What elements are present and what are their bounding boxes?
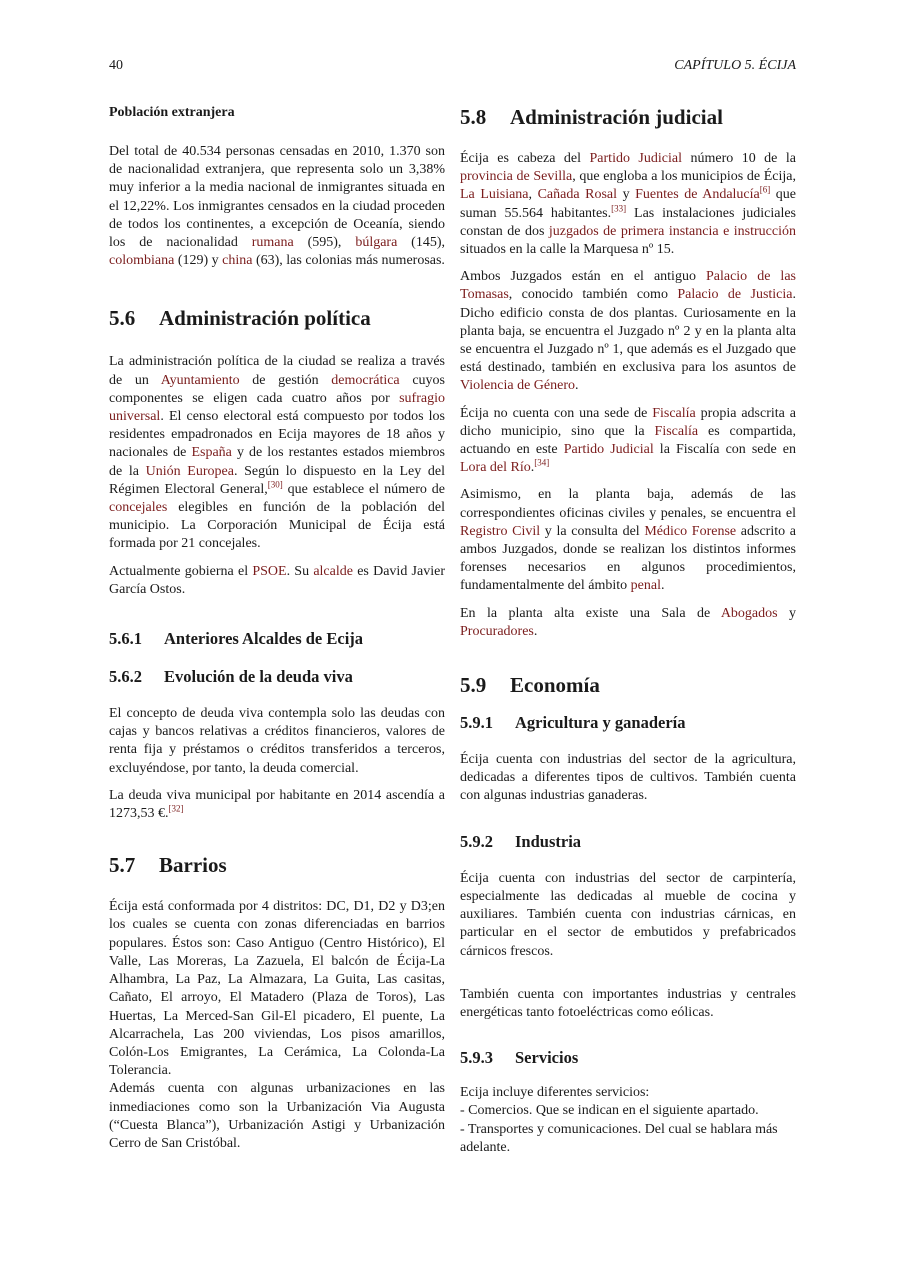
paragraph-poblacion: Del total de 40.534 personas censadas en 2010, 1.370 son de nacionalidad extranjera, que representa solo un 3,38% muy inferior a la media nacional de inmigrantes situada en el 12,22%. Los inmigrantes censados en la ciudad proceden de todos los continentes, a excepción de Oceanía, siendo los de nacionalidad rumana (595), búlgara (145), colombiana (129) y china (63), las colonias más numerosas. xyxy=(109,144,446,269)
services-line: Ecija incluye diferentes servicios: xyxy=(460,1085,650,1101)
subsection-heading-5-9-2: 5.9.2 Industria xyxy=(460,831,582,851)
subsection-heading-5-9-1: 5.9.1 Agricultura y ganadería xyxy=(460,713,686,733)
link-alcalde[interactable]: alcalde xyxy=(313,563,353,579)
right-column xyxy=(460,104,796,1157)
citation-34[interactable]: [34] xyxy=(534,457,550,468)
paragraph-registro-civil: Asimismo, en la planta baja, además de las correspondientes oficinas civiles y penales, se encuentra el Registro Civil y la consulta del Médico Forense adscrito a ambos Juzgados, donde se realizan los distintos informes forenses necesarios en algunos procedimientos, fundamentalmente del ámbito penal. xyxy=(460,487,796,594)
left-column xyxy=(109,104,445,1162)
link-bulgara[interactable]: búlgara xyxy=(355,235,398,251)
link-fiscalia-2[interactable]: Fiscalía xyxy=(654,423,699,439)
link-violencia-genero[interactable]: Violencia de Género xyxy=(460,378,575,394)
link-fuentes-andalucia[interactable]: Fuentes de Andalucía xyxy=(635,187,760,203)
paragraph-industria: Écija cuenta con industrias del sector de carpintería, especialmente las dedicadas al mueble de cocina y auxiliares. También cuenta con industrias cárnicas, en particular en el sector de embutidos y prefabricados cárnicos frescos. xyxy=(460,870,796,959)
paragraph-fiscalia: Écija no cuenta con una sede de Fiscalía propia adscrita a dicho municipio, sino que la Fiscalía es compartida, actuando en este Partido Judicial la Fiscalía con sede en Lora del Río.[34] xyxy=(460,405,797,476)
subsection-heading-5-6-1: 5.6.1 Anteriores Alcaldes de Ecija xyxy=(109,629,364,649)
link-sufragio-universal[interactable]: sufragio universal xyxy=(109,390,445,425)
services-line: - Comercios. Que se indican en el siguiente apartado. xyxy=(460,1103,759,1119)
services-list xyxy=(460,1084,796,1157)
link-fiscalia[interactable]: Fiscalía xyxy=(652,405,696,421)
link-partido-judicial[interactable]: Partido Judicial xyxy=(589,151,682,166)
section-heading-5-9: 5.9 Economía xyxy=(460,673,600,698)
link-canada-rosal[interactable]: Cañada Rosal xyxy=(537,187,618,203)
citation-33[interactable]: [33] xyxy=(611,202,627,213)
link-registro-civil[interactable]: Registro Civil xyxy=(460,523,541,539)
link-provincia-sevilla[interactable]: provincia de Sevilla xyxy=(460,169,573,185)
link-ayuntamiento[interactable]: Ayuntamiento xyxy=(160,372,240,388)
paragraph-gobierno: Actualmente gobierna el PSOE. Su alcalde es David Javier García Ostos. xyxy=(109,563,445,597)
link-espana[interactable]: España xyxy=(191,445,232,461)
section-heading-5-6: 5.6 Administración política xyxy=(109,306,371,331)
link-medico-forense[interactable]: Médico Forense xyxy=(644,523,737,539)
paragraph-planta-alta: En la planta alta existe una Sala de Abogados y Procuradores. xyxy=(460,605,797,639)
page-number: 40 xyxy=(109,58,123,73)
paragraph-barrios: Écija está conformada por 4 distritos: DC, D1, D2 y D3;en los cuales se cuenta con zonas diferenciadas en barrios populares. Éstos son: Caso Antiguo (Centro Histórico), El Valle, Las Moreras, La Zazuela, El balcón de Écija-La Alhambra, La Paz, La Almazara, La Guita, Las casitas, Cañato, El arroyo, El Matadero (Plaza de Toros), Las Huertas, La Merced-San Gil-El picadero, El puente, La Alcarrachela, Las 200 viviendas, Los pisos amarillos, Colón-Los Emigrantes, La Cerámica, La Colonda-La Tolerancia. xyxy=(109,899,445,1079)
link-democratica[interactable]: democrática xyxy=(331,372,400,388)
link-juzgados[interactable]: juzgados de primera instancia e instrucción xyxy=(548,223,796,239)
link-colombiana[interactable]: colombiana xyxy=(109,253,175,269)
citation-30[interactable]: [30] xyxy=(267,479,283,490)
subsection-title-poblacion: Población extranjera xyxy=(109,105,235,120)
citation-6[interactable]: [6] xyxy=(759,184,771,195)
paragraph-deuda-valor: La deuda viva municipal por habitante en 2014 ascendía a 1273,53 €.[32] xyxy=(109,787,445,822)
section-heading-5-8: 5.8 Administración judicial xyxy=(460,105,723,129)
paragraph-partido-judicial: Écija es cabeza del Partido Judicial número 10 de la provincia de Sevilla, que engloba a los municipios de Écija, La Luisiana, Cañada Rosal y Fuentes de Andalucía[6] que suman 55.564 habitantes.[33] Las instalaciones judiciales constan de dos juzgados de primera instancia e instrucción situados en la calle la Marquesa nº 15. xyxy=(460,151,797,258)
link-penal[interactable]: penal xyxy=(630,578,661,594)
paragraph-deuda-concepto: El concepto de deuda viva contempla solo las deudas con cajas y bancos relativas a créditos financieros, valores de renta fija y préstamos o créditos transferidos a terceros, excluyéndose, por tanto, la deuda comercial. xyxy=(109,706,445,776)
link-la-luisiana[interactable]: La Luisiana xyxy=(460,187,529,203)
link-procuradores[interactable]: Procuradores xyxy=(460,623,534,639)
subsection-heading-5-9-3: 5.9.3 Servicios xyxy=(460,1048,579,1068)
chapter-title: CAPÍTULO 5. ÉCIJA xyxy=(674,58,796,73)
link-rumana[interactable]: rumana xyxy=(251,235,294,251)
paragraph-urbanizaciones: Además cuenta con algunas urbanizaciones en las inmediaciones como son la Urbanización Via Augusta (“Cuesta Blanca”), Urbanización Astigi y Urbanización Cerro de San Cristóbal. xyxy=(109,1081,445,1151)
paragraph-agricultura: Écija cuenta con industrias del sector de la agricultura, dedicadas a diferentes tipos de cultivos. También cuenta con algunas industrias ganaderas. xyxy=(460,752,796,804)
paragraph-palacio: Ambos Juzgados están en el antiguo Palacio de las Tomasas, conocido también como Palacio de Justicia. Dicho edificio consta de dos plantas. Curiosamente en la planta baja, se encuentra el Juzgado nº 2 y en la planta alta se encuentra el Juzgado nº 1, que además es el Juzgado que está destinado, también en exclusiva para los asuntos de Violencia de Género. xyxy=(460,269,796,394)
running-header xyxy=(109,58,796,74)
paragraph-energia: También cuenta con importantes industrias y centrales energéticas tanto fotoeléctricas como eólicas. xyxy=(460,986,796,1020)
link-partido-judicial-2[interactable]: Partido Judicial xyxy=(563,442,654,458)
section-heading-5-7: 5.7 Barrios xyxy=(109,853,227,878)
link-palacio-justicia[interactable]: Palacio de Justicia xyxy=(677,287,793,303)
services-line: - Transportes y comunicaciones. Del cual se hablara más adelante. xyxy=(460,1121,778,1155)
link-china[interactable]: china xyxy=(222,253,253,269)
link-abogados[interactable]: Abogados xyxy=(720,605,778,621)
paragraph-admin-politica: La administración política de la ciudad se realiza a través de un Ayuntamiento de gestión democrática cuyos componentes se eligen cada cuatro años por sufragio universal. El censo electoral está compuesto por todos los residentes empadronados en Ecija mayores de 18 años y nacionales de España y de los restantes estados miembros de la Unión Europea. Según lo dispuesto en la Ley del Régimen Electoral General,[30] que establece el número de concejales elegibles en función de la población del municipio. La Corporación Municipal de Écija está formada por 21 concejales. xyxy=(109,354,446,552)
citation-32[interactable]: [32] xyxy=(168,803,184,814)
link-concejales[interactable]: concejales xyxy=(109,500,168,516)
subsection-heading-5-6-2: 5.6.2 Evolución de la deuda viva xyxy=(109,667,353,687)
link-palacio-tomasas[interactable]: Palacio de las Tomasas xyxy=(460,269,796,303)
link-union-europea[interactable]: Unión Europea xyxy=(145,463,234,479)
link-lora-del-rio[interactable]: Lora del Río xyxy=(460,460,531,476)
link-psoe[interactable]: PSOE xyxy=(252,563,287,579)
